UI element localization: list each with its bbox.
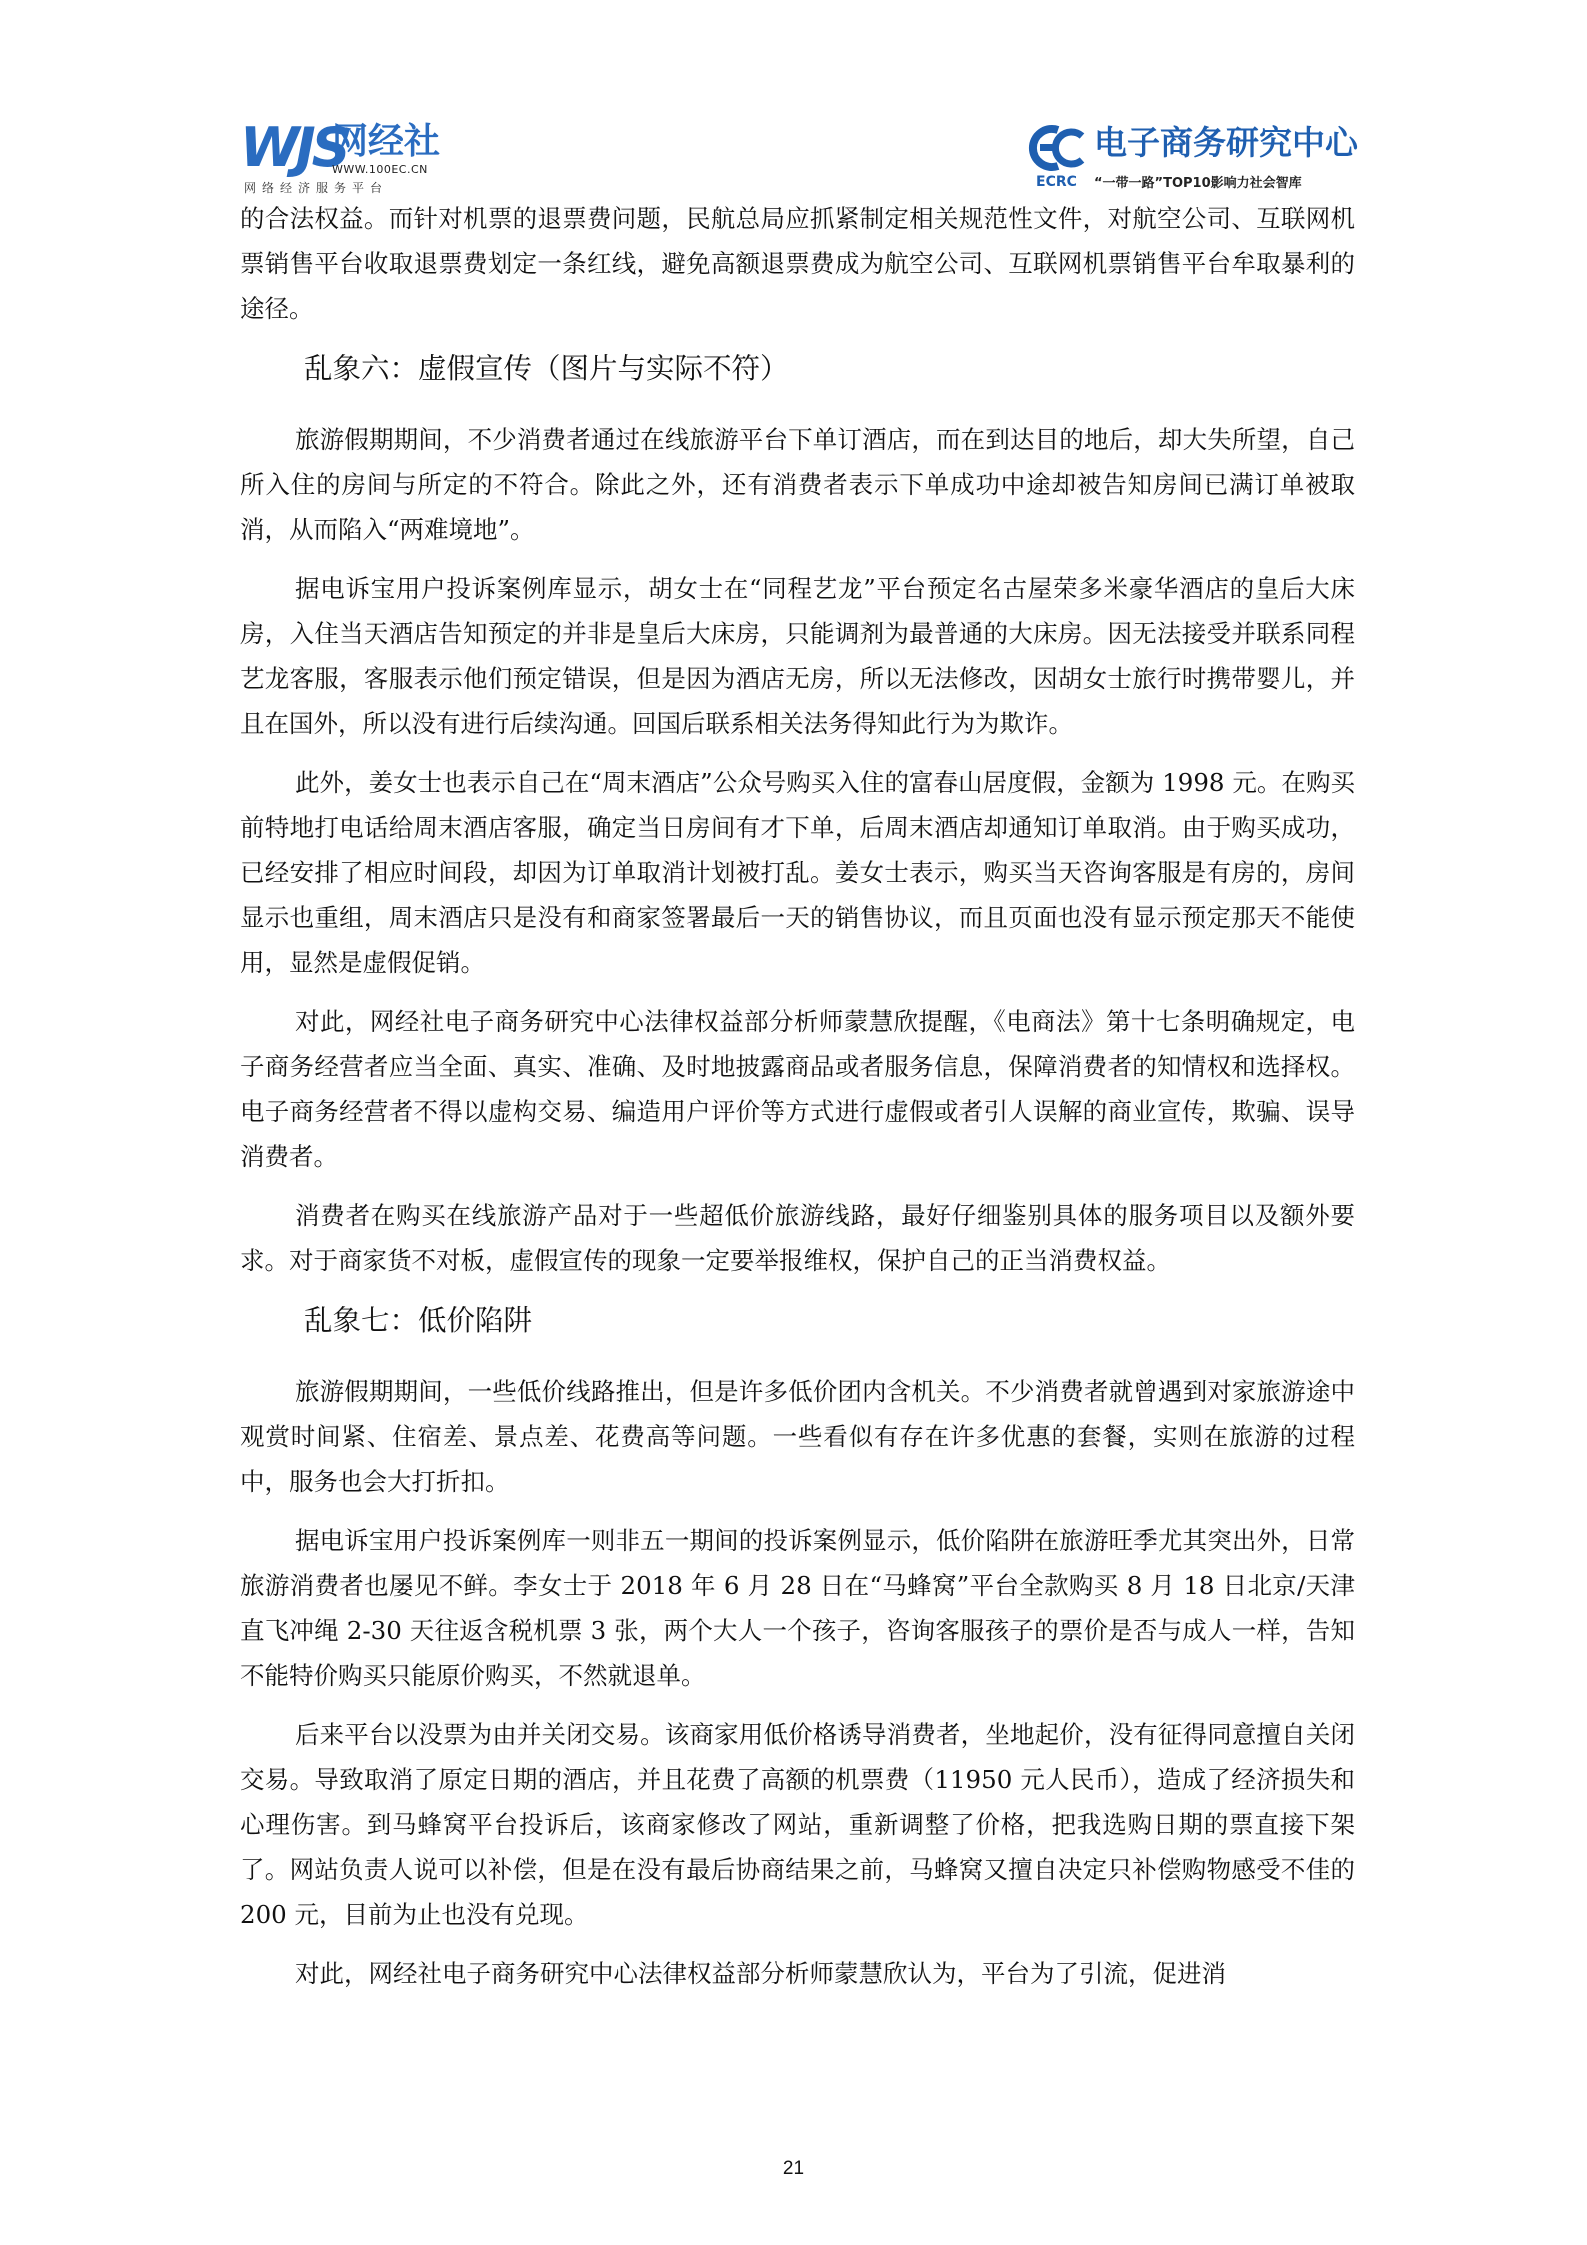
paragraph: 消费者在购买在线旅游产品对于一些超低价旅游线路，最好仔细鉴别具体的服务项目以及额外要求。对于商家货不对板，虚假宣传的现象一定要举报维权，保护自己的正当消费权益。 bbox=[240, 1201, 1355, 1275]
document-body bbox=[240, 196, 1355, 2010]
logo-slogan: 网络经济服务平台 bbox=[244, 181, 389, 195]
wangjingshe-logo bbox=[240, 117, 450, 195]
ec-logo-icon bbox=[1028, 124, 1086, 172]
logo-name: 网经社 bbox=[332, 121, 441, 162]
intro-paragraph: 的合法权益。而针对机票的退票费问题，民航总局应抓紧制定相关规范性文件，对航空公司、互联网机票销售平台收取退票费划定一条红线，避免高额退票费成为航空公司、互联网机票销售平台牟取暴利的途径。 bbox=[240, 204, 1355, 323]
paragraph: 旅游假期期间，一些低价线路推出，但是许多低价团内含机关。不少消费者就曾遇到对家旅游途中观赏时间紧、住宿差、景点差、花费高等问题。一些看似有存在许多优惠的套餐，实则在旅游的过程中，服务也会大打折扣。 bbox=[240, 1377, 1355, 1496]
ecrc-abbr: ECRC bbox=[1036, 174, 1077, 190]
paragraph: 对此，网经社电子商务研究中心法律权益部分析师蒙慧欣认为，平台为了引流，促进消 bbox=[295, 1959, 1226, 1988]
ecrc-tagline: “一带一路”TOP10影响力社会智库 bbox=[1094, 176, 1302, 191]
ecrc-title: 电子商务研究中心 bbox=[1094, 123, 1358, 162]
section-heading-7: 乱象七：低价陷阱 bbox=[304, 1304, 533, 1337]
logo-mark: WJS bbox=[240, 116, 347, 179]
ecrc-logo bbox=[1028, 122, 1358, 192]
paragraph: 对此，网经社电子商务研究中心法律权益部分析师蒙慧欣提醒，《电商法》第十七条明确规定，电子商务经营者应当全面、真实、准确、及时地披露商品或者服务信息，保障消费者的知情权和选择权。电子商务经营者不得以虚构交易、编造用户评价等方式进行虚假或者引人误解的商业宣传，欺骗、误导消费者。 bbox=[240, 1007, 1355, 1171]
page-number: 21 bbox=[782, 2158, 805, 2179]
paragraph: 此外，姜女士也表示自己在“周末酒店”公众号购买入住的富春山居度假，金额为 1998 元。在购买前特地打电话给周末酒店客服，确定当日房间有才下单，后周末酒店却通知订单取消。由于购买成功，已经安排了相应时间段，却因为订单取消计划被打乱。姜女士表示，购买当天咨询客服是有房的，房间显示也重组，周末酒店只是没有和商家签署最后一天的销售协议，而且页面也没有显示预定那天不能使用，显然是虚假促销。 bbox=[240, 768, 1355, 977]
logo-url: WWW.100EC.CN bbox=[332, 163, 428, 176]
paragraph: 据电诉宝用户投诉案例库显示，胡女士在“同程艺龙”平台预定名古屋荣多米豪华酒店的皇后大床房，入住当天酒店告知预定的并非是皇后大床房，只能调剂为最普通的大床房。因无法接受并联系同程艺龙客服，客服表示他们预定错误，但是因为酒店无房，所以无法修改，因胡女士旅行时携带婴儿，并且在国外，所以没有进行后续沟通。回国后联系相关法务得知此行为为欺诈。 bbox=[240, 574, 1355, 738]
paragraph: 旅游假期期间，不少消费者通过在线旅游平台下单订酒店，而在到达目的地后，却大失所望，自己所入住的房间与所定的不符合。除此之外，还有消费者表示下单成功中途却被告知房间已满订单被取消，从而陷入“两难境地”。 bbox=[240, 425, 1355, 544]
section-heading-6: 乱象六：虚假宣传（图片与实际不符） bbox=[304, 352, 789, 385]
paragraph: 据电诉宝用户投诉案例库一则非五一期间的投诉案例显示，低价陷阱在旅游旺季尤其突出外，日常旅游消费者也屡见不鲜。李女士于 2018 年 6 月 28 日在“马蜂窝”平台全款购买 8 月 18 日北京/天津直飞冲绳 2-30 天往返含税机票 3 张，两个大人一个孩子，咨询客服孩子的票价是否与成人一样，告知不能特价购买只能原价购买，不然就退单。 bbox=[240, 1526, 1355, 1690]
paragraph: 后来平台以没票为由并关闭交易。该商家用低价格诱导消费者，坐地起价，没有征得同意擅自关闭交易。导致取消了原定日期的酒店，并且花费了高额的机票费（11950 元人民币），造成了经济损失和心理伤害。到马蜂窝平台投诉后，该商家修改了网站，重新调整了价格，把我选购日期的票直接下架了。网站负责人说可以补偿，但是在没有最后协商结果之前，马蜂窝又擅自决定只补偿购物感受不佳的 200 元，目前为止也没有兑现。 bbox=[240, 1720, 1355, 1929]
